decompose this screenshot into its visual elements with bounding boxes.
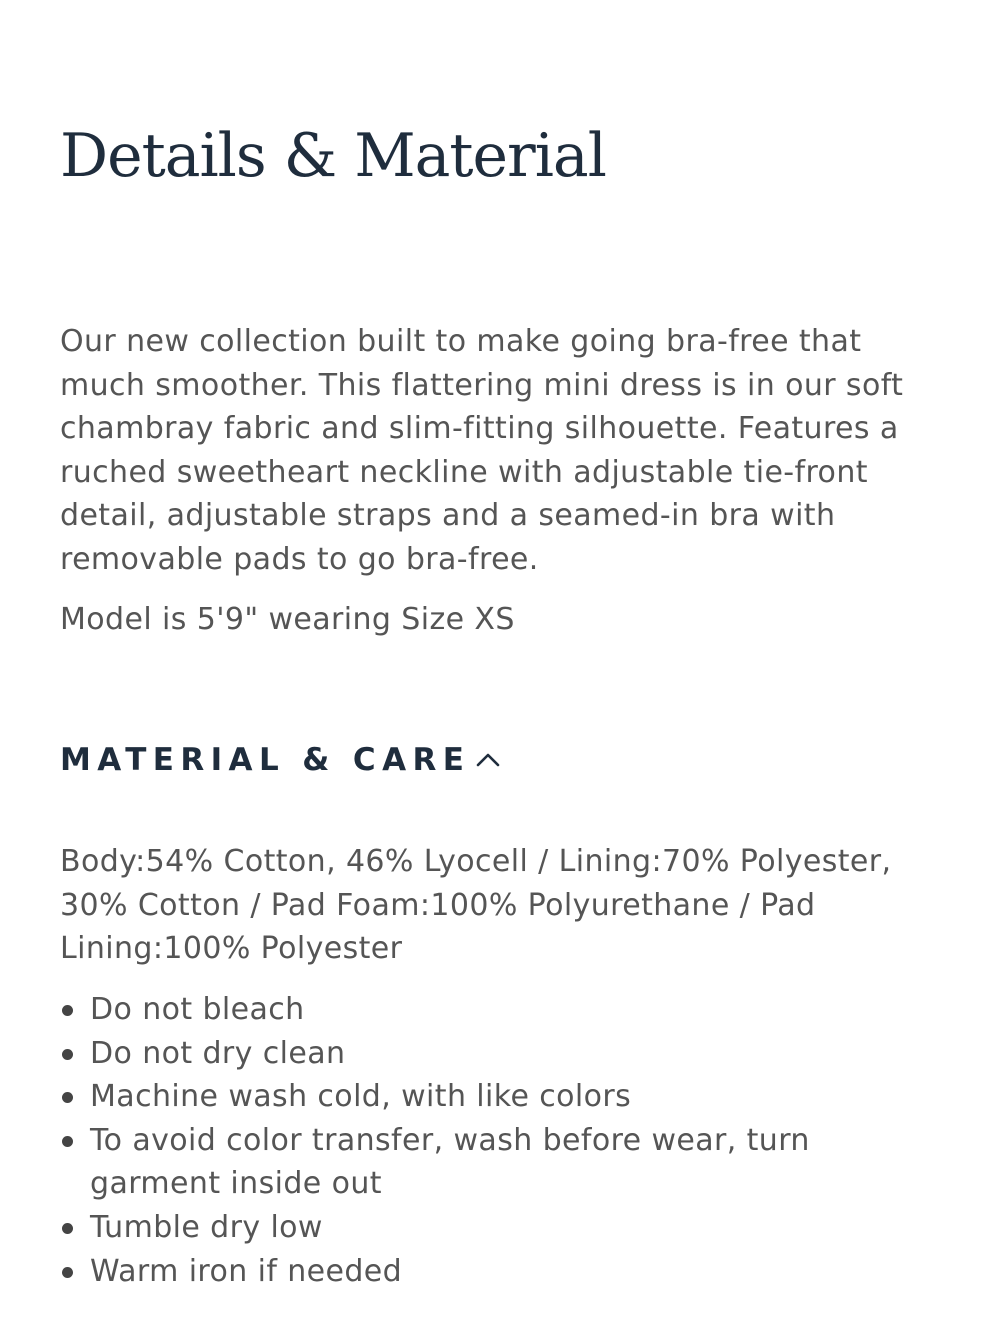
care-item-text: Do not bleach <box>90 992 305 1027</box>
material-composition: Body:54% Cotton, 46% Lyocell / Lining:70% Polyester, 30% Cotton / Pad Foam:100% Polyurethane / Pad Lining:100% Polyester <box>60 844 892 967</box>
bullet-icon <box>62 1267 73 1278</box>
bullet-icon <box>62 1136 73 1147</box>
care-item <box>60 988 940 1032</box>
care-item-text: Machine wash cold, with like colors <box>90 1079 632 1115</box>
model-size-note: Model is 5'9" wearing Size XS <box>60 602 515 637</box>
care-item <box>60 1250 940 1294</box>
care-item-text: Tumble dry low <box>90 1209 323 1245</box>
care-item <box>60 1075 940 1119</box>
material-care-toggle[interactable] <box>60 738 502 782</box>
bullet-icon <box>62 1005 73 1016</box>
bullet-icon <box>62 1092 73 1103</box>
page-title: Details & Material <box>60 121 606 191</box>
product-description: Our new collection built to make going bra-free that much smoother. This flattering mini dress is in our soft chambray fabric and slim-fitting silhouette. Features a ruched sweetheart neckline with adjustable tie-front detail, adjustable straps and a seamed-in bra with removable pads to go bra-free. <box>60 324 904 577</box>
care-item <box>60 1119 940 1206</box>
bullet-icon <box>62 1223 73 1234</box>
care-item <box>60 1032 940 1076</box>
chevron-up-icon[interactable] <box>474 746 502 774</box>
care-item-text: Warm iron if needed <box>90 1253 403 1289</box>
material-care-heading: MATERIAL & CARE <box>60 742 471 778</box>
care-item-text: Do not dry clean <box>90 1035 346 1071</box>
care-item-text: To avoid color transfer, wash before wear, turn garment inside out <box>90 1122 810 1202</box>
care-item <box>60 1206 940 1250</box>
bullet-icon <box>62 1049 73 1060</box>
care-instructions-list <box>60 988 940 1293</box>
